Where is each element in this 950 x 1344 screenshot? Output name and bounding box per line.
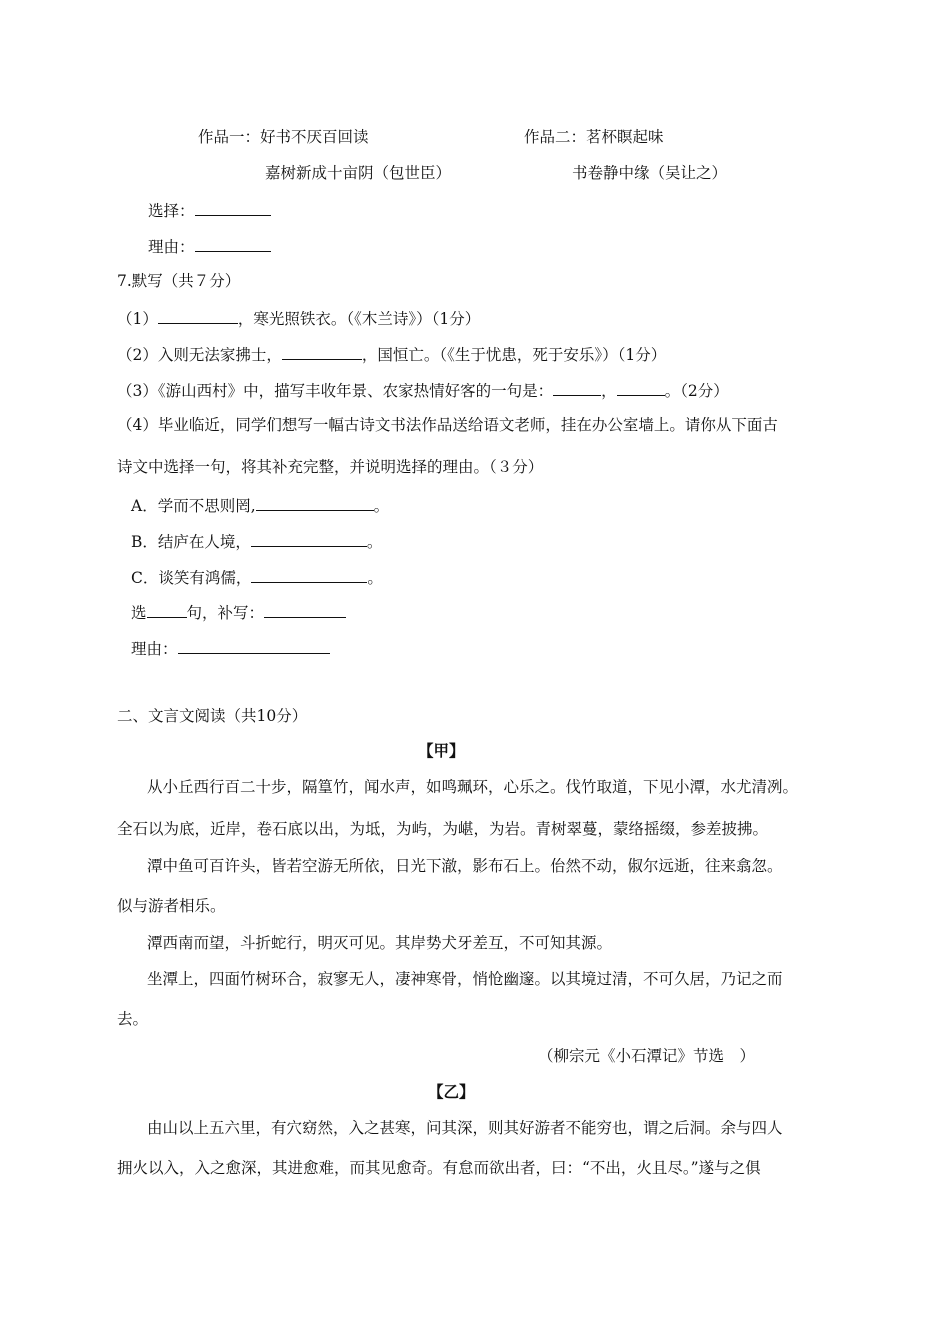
- yi-line-1: 由山以上五六里，有穴窈然，入之甚寒，问其深，则其好游者不能穷也，谓之后洞。余与四人: [147, 1119, 783, 1137]
- jia-line-1: 从小丘西行百二十步，隔篁竹，闻水声，如鸣珮环，心乐之。伐竹取道，下见小潭，水尤清冽。: [147, 778, 799, 796]
- jia-line-7: 去。: [117, 1010, 149, 1028]
- reason-row: [148, 235, 271, 257]
- yi-title: 【乙】: [428, 1082, 475, 1101]
- jia-line-6: 坐潭上，四面竹树环合，寂寥无人，凄神寒骨，悄怆幽邃。以其境过清，不可久居，乃记之而: [147, 970, 783, 988]
- work2-title: 作品二：茗杯瞑起味: [524, 128, 664, 146]
- option-b-end: 。: [366, 533, 383, 551]
- q7-item-4-line2: 诗文中选择一句，将其补充完整，并说明选择的理由。（３分）: [117, 458, 544, 476]
- q7-item-1-blank[interactable]: [158, 307, 238, 324]
- select-reason-blank[interactable]: [178, 637, 330, 654]
- jia-line-5: 潭西南而望，斗折蛇行，明灭可见。其岸势犬牙差互，不可知其源。: [147, 934, 613, 952]
- option-b: [131, 530, 382, 552]
- q7-item-2: [117, 343, 666, 365]
- q7-item-4-line1: （4）毕业临近，同学们想写一幅古诗文书法作品送给语文老师，挂在办公室墙上。请你从下面古: [117, 416, 778, 434]
- option-a-end: 。: [373, 497, 390, 515]
- select-fill-blank[interactable]: [264, 601, 346, 618]
- yi-line-2: 拥火以入，入之愈深，其进愈难，而其见愈奇。有怠而欲出者，曰：“不出，火且尽。”遂与之俱: [117, 1159, 761, 1177]
- choice-row: [148, 199, 271, 221]
- jia-line-4: 似与游者相乐。: [117, 897, 226, 915]
- jia-line-3: 潭中鱼可百许头，皆若空游无所依，日光下澈，影布石上。佁然不动，俶尔远逝，往来翕忽。: [147, 857, 783, 875]
- select-row: [131, 601, 346, 623]
- q7-item-3-post: 。（2分）: [664, 382, 729, 400]
- choice-blank[interactable]: [195, 199, 271, 216]
- option-b-text: B．结庐在人境，: [131, 533, 251, 551]
- section2-title: 二、文言文阅读（共10分）: [117, 707, 308, 725]
- q7-title: 7.默写（共７分）: [117, 272, 241, 290]
- option-a-blank[interactable]: [256, 494, 374, 511]
- reason-blank[interactable]: [195, 235, 271, 252]
- q7-item-2-blank[interactable]: [282, 343, 362, 360]
- option-a: [131, 494, 389, 516]
- work1-line: 嘉树新成十亩阴（包世臣）: [265, 164, 452, 182]
- select-option-blank[interactable]: [147, 601, 187, 618]
- select-pre: 选: [131, 604, 147, 622]
- jia-source: （柳宗元《小石潭记》节选 ）: [538, 1047, 756, 1065]
- work1-title: 作品一：好书不厌百回读: [198, 128, 369, 146]
- choice-label: 选择：: [148, 202, 195, 220]
- reason-label: 理由：: [148, 238, 195, 256]
- jia-line-2: 全石以为底，近岸，卷石底以出，为坻，为屿，为嵁，为岩。青树翠蔓，蒙络摇缀，参差披拂。: [117, 820, 769, 838]
- q7-item-3-pre: （3）《游山西村》中，描写丰收年景、农家热情好客的一句是：: [117, 382, 554, 400]
- select-reason-label: 理由：: [131, 640, 178, 658]
- jia-title: 【甲】: [418, 741, 465, 760]
- q7-item-1-pre: （1）: [117, 310, 158, 328]
- q7-item-1: [117, 307, 480, 329]
- option-c-end: 。: [367, 569, 383, 587]
- q7-item-3-blank-b[interactable]: [617, 379, 665, 396]
- q7-item-1-post: ，寒光照铁衣。（《木兰诗》）（1分）: [237, 310, 481, 328]
- work2-line: 书卷静中缘（吴让之）: [572, 164, 728, 182]
- option-b-blank[interactable]: [251, 530, 367, 547]
- q7-item-3: [117, 379, 729, 401]
- option-a-text: A．学而不思则罔,: [131, 497, 256, 515]
- q7-item-2-pre: （2）入则无法家拂士，: [117, 346, 282, 364]
- select-mid: 句，补写：: [186, 604, 265, 622]
- option-c: [131, 566, 383, 588]
- q7-item-2-post: ，国恒亡。（《生于忧患，死于安乐》）（1分）: [361, 346, 667, 364]
- option-c-text: C．谈笑有鸿儒，: [131, 569, 252, 587]
- q7-item-3-blank-a[interactable]: [553, 379, 601, 396]
- q7-item-3-mid: ，: [601, 382, 617, 400]
- option-c-blank[interactable]: [251, 566, 367, 583]
- select-reason-row: [131, 637, 330, 659]
